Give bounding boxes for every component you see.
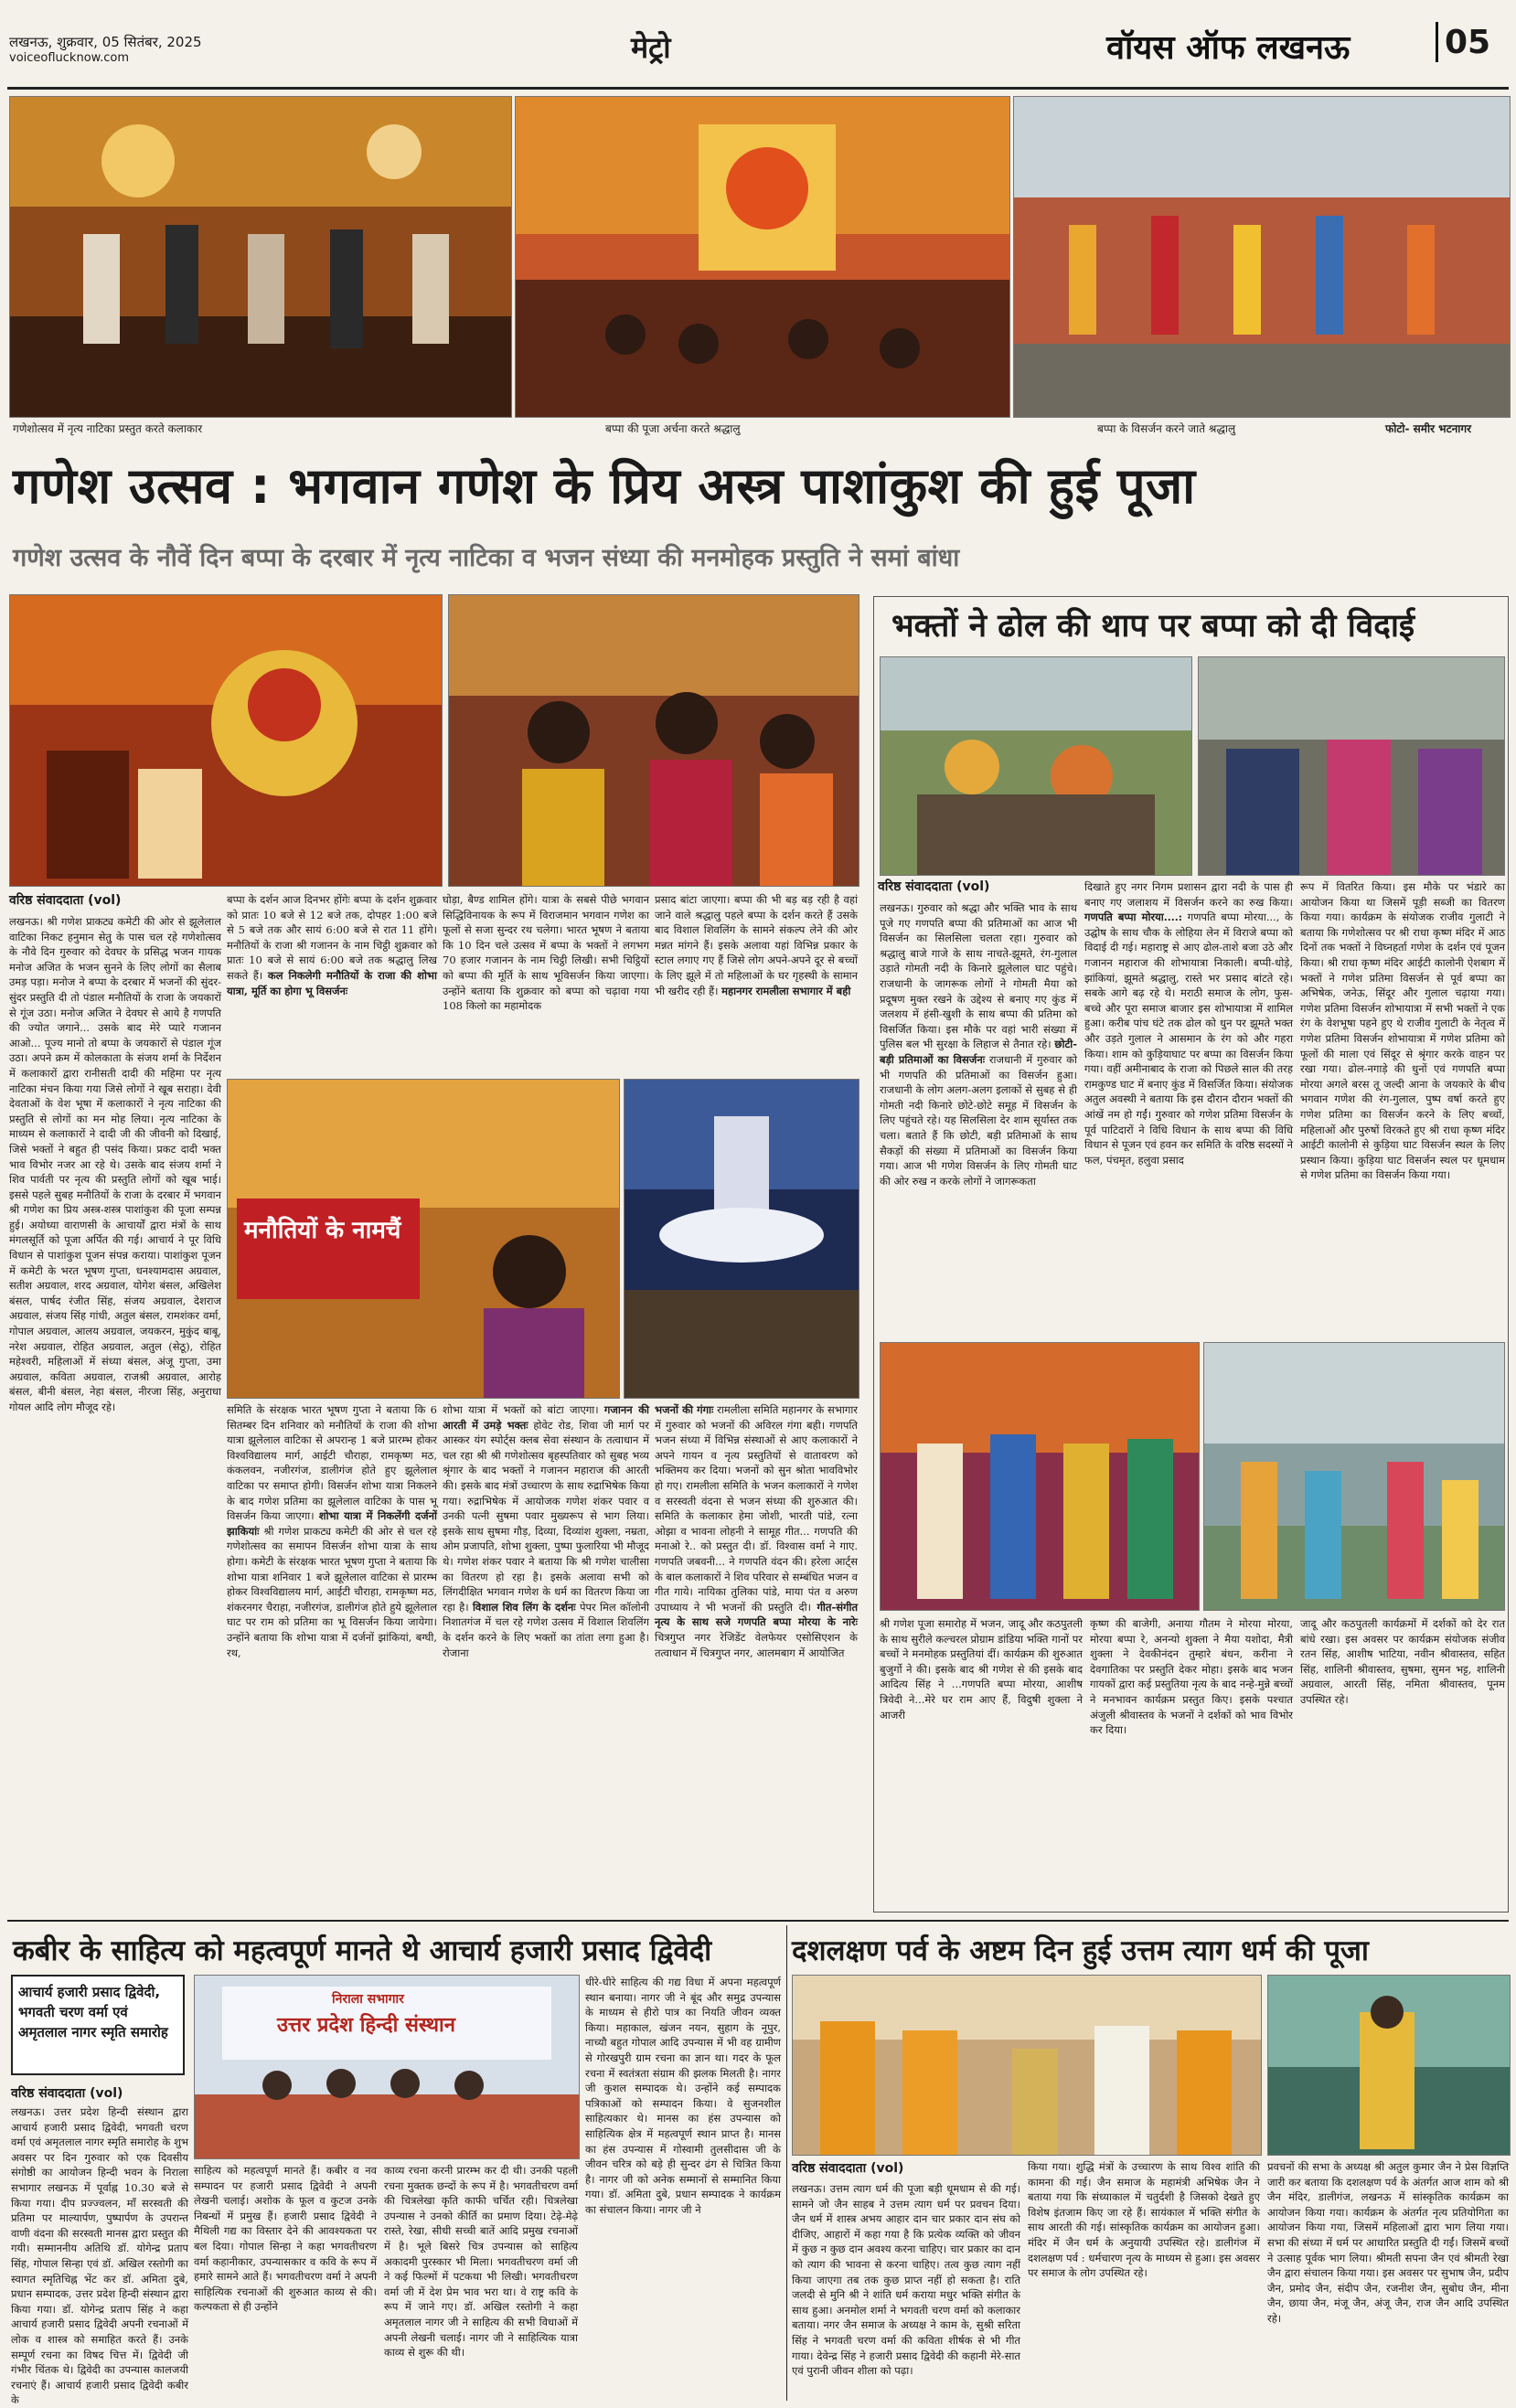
photo-shivling-dome <box>624 1079 859 1399</box>
lead-tableaux-text: श्री गणेश प्राकट्य कमेटी की ओर से चल रहे गणेशोत्सव का समापन विसर्जन शोभा यात्रा के साथ होगा। कमेटी के संरक्षक भारत भूषण गुप्ता ने बताया कि शोभा यात्रा शनिवार 1 बजे झूलेलाल वाटिका से प्रारम्भ होकर विश्वविद्यालय मार्ग, आईटी चौराहा, रामकृष्ण मठ, शंकरनगर चैराहा, नजीरगंज, डालीगंज होते हुये झूलेलाल घाट पर राम को प्रतिमा का भू विसर्जन किया जायेगा। उन्होंने बताया कि शोभा यात्रा में दर्जनों झांकियां, बग्घी, रथ, <box>227 1524 438 1659</box>
photo-dhol-family-idol <box>1198 656 1505 876</box>
lead-article-col3-top: घोड़ा, बैण्ड शामिल होंगे। यात्रा के सबसे पीछे भगवान सिद्धिविनायक के रूप में विराजमान भगवान गणेश का फूलों से सजा सुन्दर रथ चलेगा। भारत भूषण ने बताया कि 10 दिन चले उत्सव में बप्पा के भक्तों ने लगभग 70 हजार गजानन के नाम चिट्ठी लिखी। सभी चिट्ठियों को बप्पा की मूर्ति के साथ भूविसर्जन किया जाएगा। उन्होंने बताया कि शुक्रवार को बप्पा को चढ़ावा गया 108 किलो का महामोदक <box>443 893 649 1013</box>
brand-logo: वॉयस ऑफ लखनऊ <box>1106 29 1351 67</box>
poster-text: मनौतियों के नामचैं <box>244 1217 401 1244</box>
dhol-havan-text: गुरुवार को गणेश प्रतिमा विसर्जन के पूर्व पाटिदारों ने विधि विधान के साथ बप्पा की विधि विधान से पूजन एवं हवन कर समिति के वरिष्ठ सदस्यों ने फल, पंचमृत, हलुवा प्रसाद <box>1084 1107 1294 1167</box>
photo-manautiyon-poster <box>227 1079 620 1399</box>
lead-song-text: चित्रगुप्त नगर रेजिडेंट वेलफेयर एसोसिएशन के तत्वाधान में चित्रगुप्त नगर, आलमबाग में आयोजित <box>655 1630 858 1659</box>
photo-dance-performance <box>880 1342 1200 1611</box>
lead-darshan-text: बप्पा के दर्शन आज दिनभर होंगेः बप्पा के दर्शन शुक्रवार को प्रातः 10 बजे से 12 बजे तक, दोपहर 1:00 बजे से 5 बजे तक और सायं 6:00 बजे से रात 11 होंगे। मनौतियों के राजा श्री गजानन के नाम चिट्ठी शुक्रवार को प्रातः 10 बजे से सायं 6:00 बजे तक श्रद्धालु लिख सकते हैं। <box>227 893 437 982</box>
photo-women-worship <box>448 594 859 887</box>
dhol-byline: वरिष्ठ संवाददाता (vol) <box>878 879 990 894</box>
dhol-article-col2 <box>1084 879 1293 1335</box>
lead-distribution-text: शोभा यात्रा में भक्तों को बांटा जाएगा। <box>443 1403 599 1416</box>
masthead-rule <box>7 87 1509 90</box>
lead-article-col3-bottom <box>443 1402 649 1919</box>
photo-puja-devotees <box>515 96 1010 418</box>
caption-photo-3: बप्पा के विसर्जन करने जाते श्रद्धालु <box>1097 422 1236 435</box>
lead-tableaux-subhead: शोभा यात्रा में निकलेंगी दर्जनों झाकियांः <box>227 1509 438 1538</box>
photo-seminar-stage <box>194 1975 580 2159</box>
dhol-immersion-subhead: छोटी-बड़ी प्रतिमाओं का विसर्जनः <box>880 1038 1078 1066</box>
dhol-article-col1 <box>880 900 1077 1335</box>
lead-aarti-text: होवेट रोड, शिवा जी मार्ग पर आस्कर यंग स्पोर्ट्स क्लब सेवा संस्थान के तत्वाधान में चल रहा श्री श्री गणेशोत्सव बृहस्पतिवार को सुबह भव्य श्रृंगार के बाद भक्तों ने गजानन महाराज की आरती की। इसके बाद मंत्रों उच्चारण के साथ रुद्राभिषेक किया गया। रुद्राभिषेक में आयोजक गणेश शंकर पवार व उनकी पत्नी सुषमा पवार मुख्यरूप से भाग लिया। इसके साथ सुषमा गौड़, दिव्या, दिव्यांश शुक्ला, नम्रता, ओम प्रजापति, शोभा शुक्ला, पुष्पा फुलारिया भी मौजूद थे। गणेश शंकर पवार ने बताया कि श्री गणेश चालीसा का वितरण हो रहा है। इसके अलावा सभी को लिंगदीक्षित भगवान गणेश के धर्म का वितरण किया जा रहा है। <box>443 1418 649 1614</box>
dhol-article-col3: रूप में वितरित किया। इस मौके पर भंडारे का आयोजन किया था जिसमें पूड़ी सब्जी का वितरण किया गया। कार्यक्रम के संयोजक राजीव गुलाटी ने बताया कि गणेशोत्सव पर श्री राधा कृष्ण मंदिर में आठ दिनों तक भक्तों ने विघ्नहर्ता गणेश के दर्शन एवं पूजन किया। श्री राधा कृष्ण मंदिर आईटी कालोनी ऐशबाग में भक्तों ने गणेश प्रतिमा विसर्जन से पूर्व बप्पा का अभिषेक, जनेऊ, सिंदूर और गुलाल चढ़ाया गया। गणेश प्रतिमा विसर्जन शोभायात्रा में सभी भक्तों ने एक रंग के वेशभूषा पहने हुए थे राजीव गुलाटी के नेतृत्व में गणेश प्रतिमा विसर्जन शोभायात्रा में गणेश प्रतिमा को फूलों की माला एवं सिंदूर से श्रृंगार करके वाहन पर रखा गया। ढोल-नगाड़े की धुनों एवं गणपति बप्पा मोरया अगले बरस तू जल्दी आना के जयकारे के बीच भगवान गणेश की रंग-गुलाल, पुष्प वर्षा करते हुए गणेश प्रतिमा का विसर्जन करने के लिए बच्चों, महिलाओं और पुरुषों विरकते हुए श्री राधा कृष्ण मंदिर आईटी कालोनी से कुड़िया घाट विसर्जन स्थल के लिए प्रस्थान किया। कुड़िया घाट विसर्जन स्थल पर धूमधाम से गणेश प्रतिमा का विसर्जन किया गया। <box>1300 880 1505 1182</box>
kabir-byline: वरिष्ठ संवाददाता (vol) <box>11 2086 123 2101</box>
lead-headline: गणेश उत्सव : भगवान गणेश के प्रिय अस्त्र पाशांकुश की हुई पूजा <box>13 457 1196 515</box>
lead-route-text: समिति के संरक्षक भारत भूषण गुप्ता ने बताया कि 6 सितम्बर दिन शनिवार को मनौतियों के राजा की शोभा यात्रा झूलेलाल वाटिका से अपरान्ह 1 बजे प्रारम्भ होकर विश्वविद्यालय मार्ग, आईटी चौराहा, रामकृष्ण मठ, कंकलवन, नजीरगंज, डालीगंज होते हुए झूलेलाल वाटिका पर समाप्त होगी। विसर्जन शोभा यात्रा निकलने के बाद गणेश प्रतिमा का झूलेलाल वाटिका के पास भू विसर्जन किया जाएगा। <box>227 1403 437 1523</box>
dhol-lower-col2: कृष्ण की बाजेगी, अनाया गौतम ने मोरया मोरया, मोरया बप्पा रे, अनन्यो शुक्ला ने मैया यशोदा, मैत्री शुक्ला ने देवकीनंदन तुम्हारे बंधन, करीना ने देवगातिका पर प्रस्तुति देकर मोहा। इसके बाद भजन गायकों द्वारा कई प्रस्तुतिया नृत्य के बाद नन्हे-मुन्ने बच्चों ने मनभावन कार्यक्रम प्रस्तुत किए। इसके पश्चात अंजुली श्रीवास्तव के भजनों ने दर्शकों को भाव विभोर कर दिया। <box>1090 1617 1293 1737</box>
vertical-divider <box>786 1925 787 2401</box>
photo-dance-contest <box>1267 1975 1511 2156</box>
photo-dance-drama <box>9 96 512 418</box>
caption-photo-1: गणेशोत्सव में नृत्य नाटिका प्रस्तुत करते कलाकार <box>13 422 203 435</box>
dhol-headline: भक्तों ने ढोल की थाप पर बप्पा को दी विदाई <box>891 608 1415 645</box>
section-divider <box>7 1920 1509 1922</box>
lead-byline: वरिष्ठ संवाददाता (vol) <box>9 893 122 908</box>
caption-photo-2: बप्पा की पूजा अर्चना करते श्रद्धालु <box>605 422 741 435</box>
dashlakshan-headline: दशलक्षण पर्व के अष्टम दिन हुई उत्तम त्याग धर्म की पूजा <box>792 1934 1369 1967</box>
lead-stall-text: प्रसाद बांटा जाएगा। बप्पा की भी बड़ बड़ रही है वहां जाने वाले श्रद्धालु पहले बप्पा के दर्शन करते हैं उसके बाद विशाल शिवलिंग के सामने संकल्प लेने की ओर मन्नत मांगने हैं। इसके अलावा यहां विभिन्न प्रकार के स्टाल लगाए गए हैं जिसे लोग अपने-अपने दूर से बच्चों के लिए झूले में तो महिलाओं के घर गृहस्थी के सामान भी खरीद रही हैं। <box>655 893 858 997</box>
banner-venue: निराला सभागार <box>332 1992 404 2007</box>
kabir-boxed-summary <box>11 1975 185 2075</box>
masthead-website[interactable]: voiceoflucknow.com <box>9 51 129 65</box>
kabir-article-col4: धीरे-धीरे साहित्य की गद्य विधा में अपना महत्वपूर्ण स्थान बनाया। नागर जी ने बूंद और समुद्र उपन्यास के माध्यम से हीरो पात्र का नियति जीवन व्यक्त किया। महाकाल, खंजन नयन, सुहाग के नूपुर, नाच्यौ बहुत गोपाल आदि उपन्यास में भी वह ग्रामीण से गोरखपुरी ग्राम रचना का ज्ञान था। गदर के फूल रचना में स्वतंत्रता संग्राम की झलक मिलती है। नागर जी कुशल सम्पादक थे। उन्होंने कई सम्पादक पत्रिकाओं को सम्पादन किया। वे सुजनशील साहित्यकार थे। मानस का हंस उपन्यास को साहित्यिक क्षेत्र में महत्वपूर्ण स्थान प्राप्त है। मानस का हंस उपन्यास में गोस्वामी तुलसीदास जी के जीवन चरित्र को बड़े ही सुन्दर ढंग से चित्रित किया है। नागर जी को अनेक सम्मानों से सम्मानित किया गया। डॉ. अमिता दुबे, प्रधान सम्पादक ने कार्यक्रम का संचालन किया। नागर जी ने <box>585 1976 781 2216</box>
masthead-date: लखनऊ, शुक्रवार, 05 सितंबर, 2025 <box>9 34 202 50</box>
lead-subhead: गणेश उत्सव के नौवें दिन बप्पा के दरबार में नृत्य नाटिका व भजन संध्या की मनमोहक प्रस्तुति ने समां बांधा <box>13 544 960 572</box>
dhol-immersion-text: राजधानी में गुरुवार को भी गणपति की प्रतिमाओं का विसर्जन हुआ। राजधानी के लोग अलग-अलग इलाकों से सुबह से ही गोमती नदी किनारे छोटे-छोटे समूह में विसर्जन के लिए पहुंचते रहे। यह सिलसिला देर शाम सूर्यास्त तक चला। बताते हैं कि छोटी, बड़ी प्रतिमाओं के साथ सैकड़ों की संख्या में प्रतिमाओं का विसर्जन किया गया। आज भी गणेश विसर्जन के लिए गोमती घाट की ओर रुख न करके लोगों ने जागरूकता <box>880 1052 1077 1188</box>
dhol-morya-subhead: गणपति बप्पा मोरया....: <box>1084 911 1183 924</box>
lead-bhajan-subhead: भजनों की गंगाः <box>655 1403 714 1416</box>
kabir-article-col1: लखनऊ। उत्तर प्रदेश हिन्दी संस्थान द्वारा आचार्य हजारी प्रसाद द्विवेदी, भगवती चरण वर्मा एवं अमृतलाल नागर स्मृति समारोह के शुभ अवसर पर दिन गुरुवार को एक दिवसीय संगोष्ठी का आयोजन हिन्दी भवन के निराला सभागार लखनऊ में पूर्वाह्न 10.30 बजे से किया गया। दीप प्रज्ज्वलन, माँ सरस्वती की प्रतिमा पर माल्यार्पण, पुष्पार्पण के उपरान्त वाणी वंदना की सरस्वती मानस द्वारा प्रस्तुत की गयी। सम्माननीय अतिथि डॉ. योगेन्द्र प्रताप सिंह, गोपाल सिन्हा एवं डॉ. अखिल रस्तोगी का स्वागत स्मृतिचिह्न भेंट कर डॉ. अमिता दुबे, प्रधान सम्पादक, उत्तर प्रदेश हिन्दी संस्थान द्वारा किया गया। डॉ. योगेन्द्र प्रताप सिंह ने कहा आचार्य हजारी प्रसाद द्विवेदी अपनी रचनाओं में लोक व शास्त्र को समाहित करते हैं। उनके सम्पूर्ण रचना का विषद चित्त में। द्विवेदी जी गंभीर चिंतक थे। द्विवेदी का उपन्यास कालजयी रचनाएं हैं। आचार्य हजारी प्रसाद द्विवेदी कबीर के <box>11 2105 188 2407</box>
masthead <box>0 0 1516 91</box>
lead-procession-subhead: कल निकलेगी मनौतियों के राजा की शोभा यात्रा, मूर्ति का होगा भू विसर्जनः <box>227 968 437 997</box>
lead-bhajan-text: रामलीला समिति महानगर के सभागार में गुरुवार को भजनों की अविरल गंगा बही। गणपति भजन संध्या में विभिन्न संस्थाओं से आए कलाकारों ने अपने गायन व नृत्य प्रस्तुतियों से वातावरण को भक्तिमय कर दिया। भजनों को सुन श्रोता भावविभोर हो गए। रामलीला समिति के भजन कलाकारों ने गणेश व सरस्वती वंदना से भजन संध्या की शुरुआत की। समिति के कलाकार हेमा जोशी, भारती पांडे, रत्ना ओझा व भावना लोहनी ने सामूह गीत... गणपति की मनाओ रे.. को प्रस्तुत दी। डॉ. विश्वास वर्मा ने गाए. गणपति जबवनी... ने गणपति वंदन की। हरेला आर्ट्स के बाल कलाकारों ने शिव परिवार से सम्बंधित भजन व गीत गाये। नायिका तुलिका पांडे, माया पंत व अरुण उपाध्याय ने भी भजनों की प्रस्तुति दी। <box>655 1403 859 1614</box>
dashlakshan-byline: वरिष्ठ संवाददाता (vol) <box>792 2161 904 2176</box>
dhol-jalashay-text: दिखाते हुए नगर निगम प्रशासन द्वारा नदी के पास ही बनाए गए जलाशय में विसर्जन करने का रुख किया। <box>1084 880 1293 909</box>
photo-children-riverbank <box>1203 1342 1505 1611</box>
kabir-article-col3: काव्य रचना करनी प्रारम्भ कर दी थी। उनकी पहली रचना मुक्तक छन्दों के रूप में है। भगवतीचरण वर्मा की चित्रलेखा कृति काफी चर्चित रही। चित्रलेखा उपन्यास ने उनको कीर्ति का प्रमाण दिया। टेढ़े-मेढ़े रास्ते, रेखा, सीधी सच्ची बातें आदि प्रमुख रचनाओं में है। भूले बिसरे चित्र उपन्यास को साहित्य अकादमी पुरस्कार भी मिला। भगवतीचरण वर्मा जी ने कई फिल्मों में पटकथा भी लिखी। भगवतीचरण वर्मा जी में देश प्रेम भाव भरा था। वे राष्ट्र कवि के रूप में जाने गए। डॉ. अखिल रस्तोगी ने कहा अमृतलाल नागर जी ने साहित्य की सभी विधाओं में अपनी लेखनी चलाई। नागर जी ने साहित्यिक यात्रा काव्य से शुरू की थी। <box>384 2164 578 2360</box>
photo-immersion-procession <box>1013 96 1511 418</box>
kabir-article-col2: साहित्य को महत्वपूर्ण मानते हैं। कबीर व नव सम्पादन पर हजारी प्रसाद द्विवेदी ने अपनी लेखनी चलाई। अशोक के फूल व कुटज उनके निबन्धों में प्रमुख हैं। हजारी प्रसाद द्विवेदी ने मैथिली गद्य का विस्तार देने की आवश्यकता पर बल दिया। गोपाल सिन्हा ने कहा भगवतीचरण वर्मा कहानीकार, उपन्यासकार व कवि के रूप में हमारे सामने आते हैं। भगवतीचरण वर्मा ने अपनी साहित्यिक रचनाओं की शुरुआत काव्य से की। कल्पकता से ही उन्होंने <box>194 2164 377 2314</box>
lead-article-col2-bottom <box>227 1402 437 1919</box>
dhol-lower-col1: श्री गणेश पूजा समारोह में भजन, जादू और कठपुतली के साथ सुरीले कल्चरल प्रोग्राम डांडिया भक्ति गानों पर बच्चों ने मनमोहक प्रस्तुतियां दीं। कार्यक्रम की शुरुआत बुजुर्गो ने की। इसके बाद श्री गणेश से की इसके बाद आदित्य सिंह ने ...गणपति बप्पा मोरया, आशीष त्रिवेदी ने...मेरे घर राम आए हैं, विदुषी शुक्ला ने आजरी <box>880 1617 1083 1721</box>
dashlakshan-article-col1: लखनऊ। उत्तम त्याग धर्म की पूजा बड़ी धूमधाम से की गई। सामने जो जैन साहब ने उत्तम त्याग धर्म पर प्रवचन दिया। जैन धर्म में शास्त्र अभय आहार दान चार प्रकार दान संघ को दीजिए, आहारों में कहा गया है कि प्रत्येक व्यक्ति को जीवन में कुछ न कुछ दान अवश्य करना चाहिए। चार प्रकार का दान को त्याग की भावना से करना चाहिए। तत्व कुछ त्याग नहीं किया जाएगा तब तक कुछ प्राप्त नहीं हो सकता है। राति जलदी से मुनि श्री ने शांति धर्म कराया मधुर भक्ति संगीत के साथ हुआ। अनमोल शर्मा ने भगवती चरण वर्मा को कलाकार बताया। नगर जैन समाज के अध्यक्ष ने काम के, सुश्री सरिता सिंह ने भगवती चरण वर्मा की कविता शीर्षक से भी गीत गाया। देवेन्द्र सिंह ने हजारी प्रसाद द्विवेदी की कहानी मेरे-सात एवं पुरानी जीवन शीला को पढ़ा। <box>792 2182 1020 2378</box>
masthead-divider <box>1436 22 1438 62</box>
photo-credit: फोटो- समीर भटनागर <box>1385 422 1472 435</box>
dhol-intro-text: लखनऊ। गुरुवार को श्रद्धा और भक्ति भाव के साथ पूजे गए गणपति बप्पा की प्रतिमाओं का आज भी विसर्जन का सिलसिला चलता रहा। गुरुवार को श्रद्धालु बाजे गाजे के साथ नाचते-झूमते, रंग-गुलाल उड़ाते गोमती नदी के किनारे झूलेलाल घाट पहुंचे। राजधानी के जागरूक लोगों ने गोमती मैया को प्रदूषण मुक्त रखने के उद्देश्य से बनाए गए कुंड में जलशय में हंसी-खुशी के साथ बप्पा की प्रतिमा को विसर्जित किया। इस मौके पर वहां भारी संख्या में पुलिस बल भी सुरक्षा के लिहाज से तैनात रहे। <box>880 901 1077 1051</box>
photo-jain-monks <box>792 1975 1262 2156</box>
dhol-morya-text: गणपति बप्पा मोरया..., के उद्घोष के साथ चौक के लोहिया लेन में विराजे बप्पा को विदाई दी गई। महाराष्ट्र से आए ढोल-ताशे बजा उठे और गजानन महाराज की शोभायात्रा निकाली। बप्पी-धोड़े, झांकियां, झूमते श्रद्धालु, रास्ते भर प्रसाद बांटते रहे। सबके आगे बढ़ रहे थे। मराठी समाज के लोग, फुस-बच्चे और पूरा समाज बाजार इस शोभायात्रा में शामिल हुआ। करीब पांच घंटे तक ढोल को धुन पर झूमते भक्त और उड़ते गुलाल ने आसमान के रंग को और गहरा किया। शाम को कुड़ियाघाट पर बप्पा का विसर्जन किया गया। वहीं अमीनाबाद के राजा को पिछले साल की तरह रामकुण्ड घाट में बनाए कुंड में विसर्जित किया। संयोजक अतुल अवस्थी ने बताया कि इस दौरान दौरान भक्तों की आंखें नम हो गईं। <box>1084 911 1293 1121</box>
lead-shivling-text: पेपर मिल कॉलोनी निशातगंज में चल रहे गणेश उत्सव में विशाल शिवलिंग के दर्शन करने के लिए भक्तों का तांता लगा हुआ है। रोजाना <box>443 1600 649 1659</box>
kabir-headline: कबीर के साहित्य को महत्वपूर्ण मानते थे आचार्य हजारी प्रसाद द्विवेदी <box>13 1934 712 1967</box>
page-number: 05 <box>1445 24 1491 61</box>
lead-article-col2-top <box>227 892 437 1075</box>
lead-song-subhead: गीत-संगीत नृत्य के साथ सजे गणपति बप्पा मोरया के नारेः <box>655 1600 859 1629</box>
lead-article-col4-bottom <box>655 1402 858 1919</box>
lead-aarti-subhead: गजानन की आरती में उमड़े भक्तः <box>443 1403 650 1432</box>
dashlakshan-article-col2: किया गया। शुद्धि मंत्रों के उच्चारण के साथ विश्व शांति की कामना की गई। जैन समाज के महामंत्री अभिषेक जैन ने बताया गया कि संध्याकाल में चतुर्दशी है जिसको देखते हुए विशेष इंतजाम किए जा रहे हैं। सायंकाल में भक्ति संगीत के साथ आरती की गई। सांस्कृतिक कार्यक्रम का आयोजन हुआ। मंदिर में जैन धर्म के अनुयायी उपस्थित रहे। डालीगंज में दशलक्षण पर्व : धर्मचारण नृत्य के माध्यम से हुआ। इस अवसर पर समाज के लोग उपस्थित रहे। <box>1028 2160 1260 2280</box>
lead-article-col1: लखनऊ। श्री गणेश प्राकट्य कमेटी की ओर से झूलेलाल वाटिका निकट हनुमान सेतु के पास चल रहे गणेशोत्सव के नौवे दिन गुरुवार को देवघर के प्रसिद्ध भजन गायक मनोज अजित के भजन सुनने के लिए लोगों का सैलाब उमड़ पड़ा। मनोज ने बप्पा के दरबार में भजनों की सुंदर-सुंदर प्रस्तुति दी तो पंडाल मनौतियों के राजा के जयकारों से गूंज उठा। मनोज अजित ने देवघर से आये है गणपति की ज्योत जगाने... उसके बाद मेरे प्यारे गजानन आओ... पूज्य मानो तो बप्पा के जयकारों से पंडाल गूंज उठा। अपने क्रम में कोलकाता के संजय शर्मा के निर्देशन में कलाकारों द्वारा रानीसती दादी की महिमा पर नृत्य नाटिका मंचन किया गया जिसे लोगों ने खूब सराहा। देवी देवताओं के वेश भूषा में कलाकारों ने नृत्य नाटिका की प्रस्तुति से लोगों का मन मोह लिया। नृत्य नाटिका के माध्यम से कलाकारों ने दादी जी की जीवनी को दिखाई, जिसे भक्तों ने बहुत ही पसंद किया। प्रकट दादी भक्त भाव विभोर नजर आ रहे थे। उसके बाद संजय शर्मा ने शिव पार्वती पर नृत्य की प्रस्तुति लोगों को खूब भाई। इससे पहले सुबह मनौतियों के राजा के दरबार में भगवान श्री गणेश का प्रिय अस्त्र-शस्त्र पाशांकुश की पूजा सम्पन्न हुई। अयोध्या वाराणसी के आचार्यों द्वारा मंत्रों के साथ मंगलसूर्ति को पूजा अर्पित की गई। आचार्य ने पूर विधि विधान से पाशांकुश पूजन संपन्न कराया। पाशांकुश पूजन में कमेटी के भरत भूषण गुप्ता, धनश्यामदास अग्रवाल, सतीश अग्रवाल, शरद अग्रवाल, योगेश बंसल, अखिलेश बंसल, पार्षद रंजीत सिंह, संजय अग्रवाल, देशराज अग्रवाल, संजय सिंह गांधी, अतुल बंसल, रामशंकर वर्मा, गोपाल अग्रवाल, आलय अग्रवाल, जयकरन, मुकुंद बाबू, नरेश अग्रवाल, रोहित अग्रवाल, अतुल (सेठू), रोहित महेश्वरी, महिलाओं में संध्या बंसल, अंजू गुप्ता, उमा अग्रवाल, कविता अग्रवाल, राजश्री अग्रवाल, आरोह बंसल, बीनी बंसल, नेहा बंसल, नीरजा सिंह, अनुराधा गोयल आदि लोग मौजूद रहे। <box>9 915 221 1413</box>
banner-institute: उत्तर प्रदेश हिन्दी संस्थान <box>277 2014 455 2037</box>
dhol-lower-col3: जादू और कठपुतली कार्यक्रमों में दर्शकों को देर रात बांधे रखा। इस अवसर पर कार्यक्रम संयोजक संजीव रतन सिंह, आशीष भाटिया, नवीन श्रीवास्तव, सहित सिंह, शालिनी श्रीवास्तव, सुषमा, सुमन भट्ट, शालिनी अग्रवाल, आरती सिंह, नमिता श्रीवास्तव, पूनम उपस्थित रहे। <box>1300 1617 1505 1706</box>
kabir-boxed-text: आचार्य हजारी प्रसाद द्विवेदी, भगवती चरण वर्मा एवं अमृतलाल नागर स्मृति समारोह <box>18 1984 168 2040</box>
lead-shivling-subhead: विशाल शिव लिंग के दर्शनः <box>472 1600 576 1614</box>
lead-article-col4-top <box>655 892 858 1075</box>
lead-ramleela-subhead: महानगर रामलीला सभागार में बही <box>721 984 851 997</box>
dashlakshan-article-col3: प्रवचनों की सभा के अध्यक्ष श्री अतुल कुमार जैन ने प्रेस विज्ञप्ति जारी कर बताया कि दशलक्षण पर्व के अंतर्गत आज शाम को श्री जैन मंदिर, डालीगंज, लखनऊ में सांस्कृतिक कार्यक्रम का आयोजन किया गया। कार्यक्रम के अंतर्गत नृत्य प्रतियोगिता का आयोजन किया गया, जिसमें महिलाओं द्वारा भाग लिया गया। सभा की संध्या में धर्म पर आधारित प्रस्तुति दी गईं। जिसमें बच्चों ने उत्साह पूर्वक भाग लिया। श्रीमती सपना जैन एवं श्रीमती रेखा जैन द्वारा संचालन किया गया। इस अवसर पर सुभाष जैन, प्रदीप जैन, प्रमोद जैन, संदीप जैन, रजनीश जैन, सुबोध जैन, मीना जैन, छाया जैन, मंजू जैन, अंजू जैन, राज जैन आदि उपस्थित रहे। <box>1267 2160 1509 2325</box>
section-title: मेट्रो <box>631 30 671 65</box>
photo-dhol-idol-procession <box>880 656 1192 876</box>
photo-ganesh-idol <box>9 594 443 887</box>
